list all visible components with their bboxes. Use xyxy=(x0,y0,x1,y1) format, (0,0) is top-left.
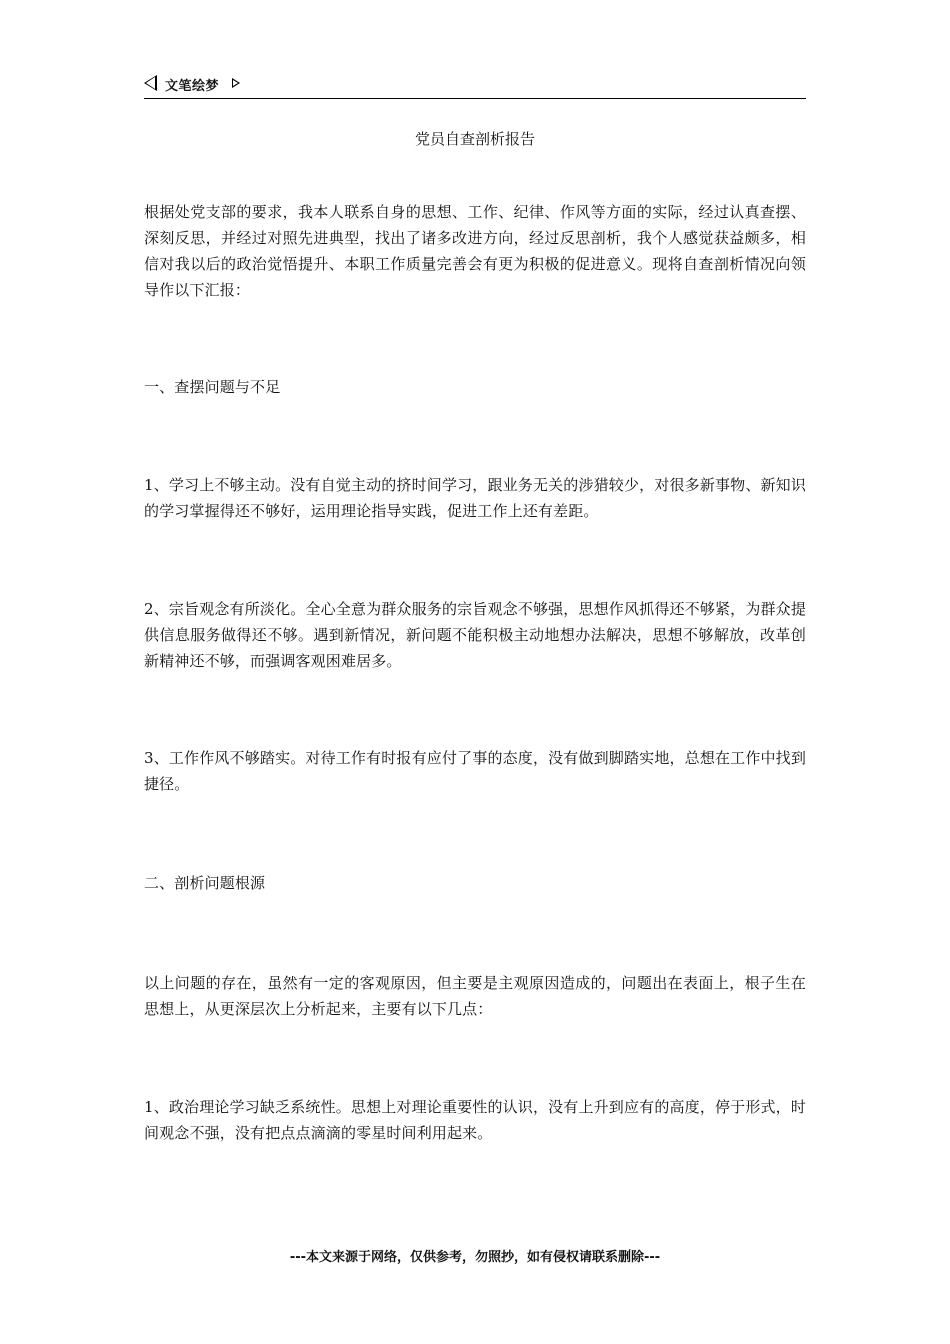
header-brand: 文笔绘梦 xyxy=(165,79,220,94)
root-cause-item-1: 1、政治理论学习缺乏系统性。思想上对理论重要性的认识，没有上升到应有的高度，停于形式，时间观念不强，没有把点点滴滴的零星时间利用起来。 xyxy=(144,1098,806,1142)
left-triangle-icon xyxy=(144,75,157,91)
problem-item-3: 3、工作作风不够踏实。对待工作有时报有应付了事的态度，没有做到脚踏实地，总想在工作中找到捷径。 xyxy=(144,749,806,793)
page-footer-notice: ---本文来源于网络，仅供参考，勿照抄，如有侵权请联系删除--- xyxy=(289,1250,661,1265)
right-triangle-icon xyxy=(232,78,240,88)
section-heading-root-causes: 二、剖析问题根源 xyxy=(144,874,266,892)
problem-item-2: 2、宗旨观念有所淡化。全心全意为群众服务的宗旨观念不够强，思想作风抓得还不够紧，为群众提供信息服务做得还不够。遇到新情况，新问题不能积极主动地想办法解决，思想不够解放，改革创新精神还不够，而强调客观困难居多。 xyxy=(144,600,806,670)
document-title: 党员自查剖析报告 xyxy=(414,130,535,148)
section-heading-problems: 一、查摆问题与不足 xyxy=(144,378,281,396)
root-cause-intro: 以上问题的存在，虽然有一定的客观原因，但主要是主观原因造成的，问题出在表面上，根子生在思想上，从更深层次上分析起来，主要有以下几点： xyxy=(144,974,806,1018)
intro-paragraph: 根据处党支部的要求，我本人联系自身的思想、工作、纪律、作风等方面的实际，经过认真查摆、深刻反思，并经过对照先进典型，找出了诸多改进方向，经过反思剖析，我个人感觉获益颇多，相信对我以后的政治觉悟提升、本职工作质量完善会有更为积极的促进意义。现将自查剖析情况向领导作以下汇报： xyxy=(144,203,806,299)
problem-item-1: 1、学习上不够主动。没有自觉主动的挤时间学习，跟业务无关的涉猎较少，对很多新事物、新知识的学习掌握得还不够好，运用理论指导实践，促进工作上还有差距。 xyxy=(144,476,806,520)
page-header xyxy=(144,74,806,99)
